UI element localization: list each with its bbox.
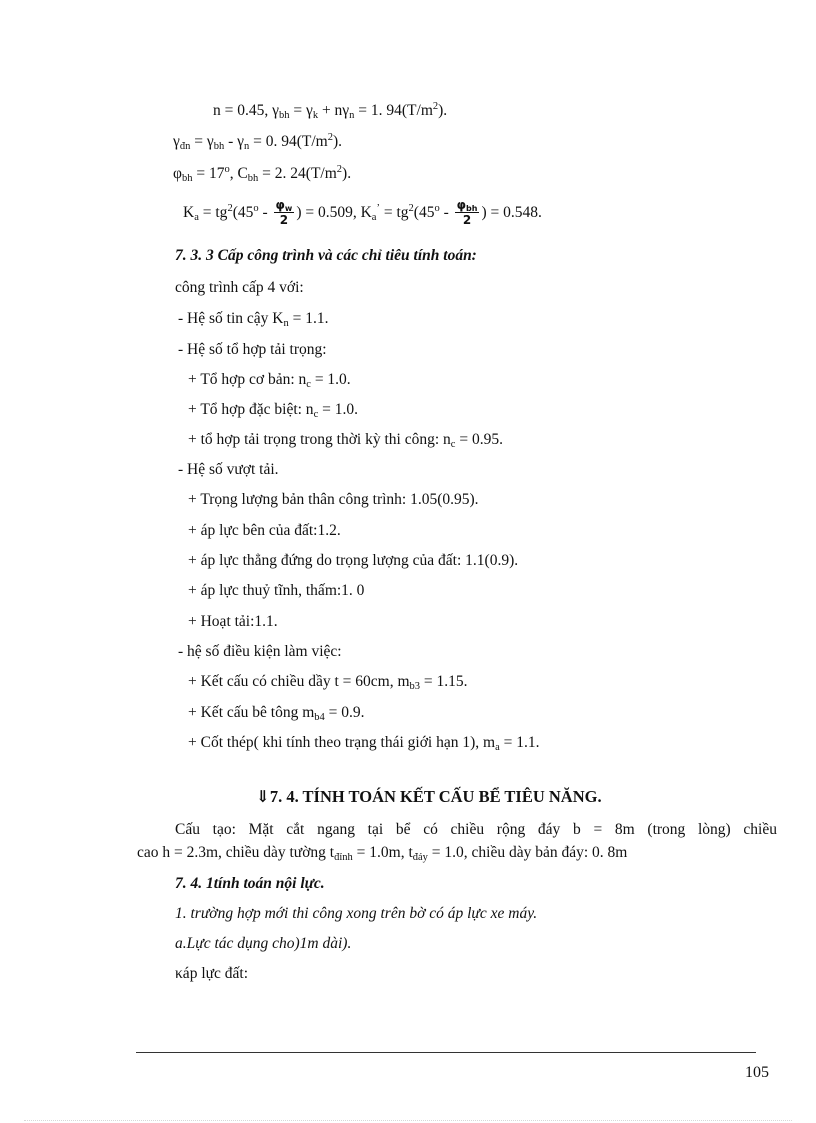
down-double-arrow-icon: ⇓ — [256, 787, 270, 806]
fraction-phi-bh-over-2: $\frac{\varphi_{bh}}{2}$ — [456, 198, 478, 228]
thickness-condition: + Kết cấu có chiều dầy t = 60cm, $m_{b3} = 1.15$. — [188, 673, 468, 692]
structure-paragraph-line-2: cao h = 2.3m, chiều dày tường $t_{đỉnh} = 1.0m$, $t_{đáy} = 1.0$, chiều dày bản đáy: 0. 8m — [137, 844, 628, 863]
steel-condition: + Cốt thép( khi tính theo trạng thái giới hạn 1), $m_a = 1.1$. — [188, 734, 540, 753]
case-1a-heading: a.Lực tác dụng cho)1m dài). — [175, 935, 352, 952]
formula-earth-pressure-coefficients: $K_a = tg^2(45^o$ - $\frac{\varphi_w}{2}$ ) = 0.509, $K_a^’ = tg^2(45^o$ - $\frac{\varphi_{bh}}{2}$ ) = 0.548. — [183, 198, 542, 228]
live-load-factor: + Hoạt tải:1.1. — [188, 613, 278, 630]
hydrostatic-pressure-factor: + áp lực thuỷ tĩnh, thấm:1. 0 — [188, 582, 365, 599]
working-condition-heading: - hệ số điều kiện làm việc: — [178, 643, 342, 660]
concrete-condition: + Kết cấu bê tông $m_{b4} = 0.9$. — [188, 704, 365, 723]
overload-factor-heading: - Hệ số vượt tải. — [178, 461, 279, 478]
basic-combination: + Tổ hợp cơ bản: $n_c = 1.0$. — [188, 371, 351, 390]
section-741-heading: 7. 4. 1tính toán nội lực. — [175, 875, 325, 892]
page-number: 105 — [745, 1064, 769, 1081]
section-74-heading: ⇓7. 4. TÍNH TOÁN KẾT CẤU BỂ TIÊU NĂNG. — [256, 787, 602, 806]
page-bottom-dotted-border — [24, 1120, 792, 1121]
case-1-heading: 1. trường hợp mới thi công xong trên bờ có áp lực xe máy. — [175, 905, 538, 922]
self-weight-factor: + Trọng lượng bản thân công trình: 1.05(0.95). — [188, 491, 479, 508]
load-combination-heading: - Hệ số tổ hợp tải trọng: — [178, 341, 327, 358]
formula-saturated-unit-weight: n = 0.45, $\gamma_{bh} = \gamma_k + n\gamma_n = 1$. $94(T/m^2)$. — [213, 101, 448, 121]
earth-pressure-label: κáp lực đất: — [175, 965, 249, 982]
fraction-phi-w-over-2: $\frac{\varphi_w}{2}$ — [275, 198, 293, 228]
section-733-intro: công trình cấp 4 với: — [175, 279, 304, 296]
vertical-earth-pressure-factor: + áp lực thẳng đứng do trọng lượng của đất: 1.1(0.9). — [188, 552, 519, 569]
lateral-earth-pressure-factor: + áp lực bên của đất:1.2. — [188, 522, 341, 539]
formula-submerged-unit-weight: $\gamma_{đn} = \gamma_{bh} - \gamma_n = 0$. $94(T/m^2)$. — [173, 132, 342, 152]
section-733-heading: 7. 3. 3 Cấp công trình và các chỉ tiêu tính toán: — [175, 247, 477, 264]
reliability-coefficient: - Hệ số tin cậy $K_n = 1.1$. — [178, 310, 329, 329]
construction-combination: + tổ hợp tải trọng trong thời kỳ thi công: $n_c = 0.95$. — [188, 431, 503, 450]
special-combination: + Tổ hợp đặc biệt: $n_c = 1.0$. — [188, 401, 358, 420]
formula-friction-cohesion: $\varphi_{bh} = 17^o$, $C_{bh} = 2$. $24(T/m^2)$. — [173, 164, 352, 184]
footer-rule — [136, 1052, 756, 1053]
structure-paragraph-line-1: Cấu tạo: Mặt cắt ngang tại bể có chiều rộng đáy b = 8m (trong lòng) chiều — [175, 821, 777, 838]
